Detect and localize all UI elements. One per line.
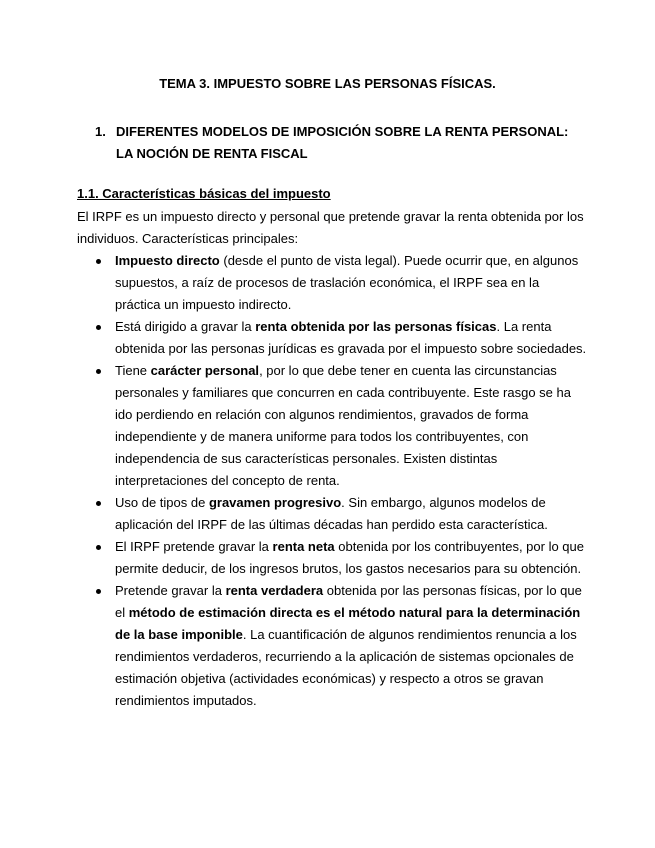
bullet-icon (96, 589, 101, 594)
section-title-line-1: DIFERENTES MODELOS DE IMPOSICIÓN SOBRE LA RENTA PERSONAL: (116, 124, 569, 139)
bullet-icon (96, 369, 101, 374)
bullet-icon (96, 259, 101, 264)
list-item-text: obtenida por los contribuyentes, por lo que permite deducir, de los ingresos brutos, los gastos necesarios para su obtención. (115, 539, 585, 576)
list-item-text: . La cuantificación de algunos rendimientos renuncia a los rendimientos verdaderos, recurriendo a la aplicación de sistemas opcionales de estimación objetiva (actividades económicas) y respecto a otros se gravan rendimientos imputados. (115, 627, 577, 708)
section-number: 1. (95, 124, 106, 139)
list-item-text: Uso de tipos de (115, 495, 209, 510)
section-heading (95, 121, 595, 165)
bullet-icon (96, 325, 101, 330)
list-item-text: Tiene (115, 363, 151, 378)
list-item-text: Pretende gravar la (115, 583, 226, 598)
section-title-line-2: LA NOCIÓN DE RENTA FISCAL (116, 146, 308, 161)
list-item (77, 250, 587, 316)
bold-term: carácter personal (150, 363, 260, 378)
list-item-text: , por lo que debe tener en cuenta las circunstancias personales y familiares que concurren en cada contribuyente. Este rasgo se ha ido perdiendo en relación con algunos rendimientos, gravados de forma independiente y de manera uniforme para todos los contribuyentes, con independencia de sus características personales. Existen distintas interpretaciones del concepto de renta. (115, 363, 571, 488)
characteristics-list (77, 250, 587, 712)
intro-paragraph: El IRPF es un impuesto directo y personal que pretende gravar la renta obtenida por los individuos. Características principales: (77, 209, 584, 246)
list-item-text: . La renta obtenida por las personas jurídicas es gravada por el impuesto sobre sociedades. (115, 319, 587, 356)
bullet-icon (96, 501, 101, 506)
bold-term: Impuesto directo (115, 253, 220, 268)
list-item-text: El IRPF pretende gravar la (115, 539, 273, 554)
document-title: TEMA 3. IMPUESTO SOBRE LAS PERSONAS FÍSICAS. (159, 76, 496, 91)
list-item-text: . Sin embargo, algunos modelos de aplicación del IRPF de las últimas décadas han perdido esta característica. (115, 495, 548, 532)
bold-term: renta obtenida por las personas físicas (255, 319, 497, 334)
list-item-text: Está dirigido a gravar la (115, 319, 256, 334)
bold-term: método de estimación directa es el método natural para la determinación de la base imponible (115, 605, 581, 642)
bold-term: renta neta (272, 539, 335, 554)
list-item (77, 536, 587, 580)
list-item-text: obtenida por las personas físicas, por lo que el (115, 583, 582, 620)
list-item (77, 316, 587, 360)
bullet-icon (96, 545, 101, 550)
list-item (77, 492, 587, 536)
list-item (77, 360, 587, 492)
list-item-text: (desde el punto de vista legal). Puede ocurrir que, en algunos supuestos, a raíz de procesos de traslación económica, el IRPF sea en la práctica un impuesto indirecto. (115, 253, 579, 312)
bold-term: renta verdadera (225, 583, 324, 598)
list-item (77, 580, 587, 712)
subsection-heading: 1.1. Características básicas del impuesto (77, 186, 331, 201)
bold-term: gravamen progresivo (208, 495, 342, 510)
